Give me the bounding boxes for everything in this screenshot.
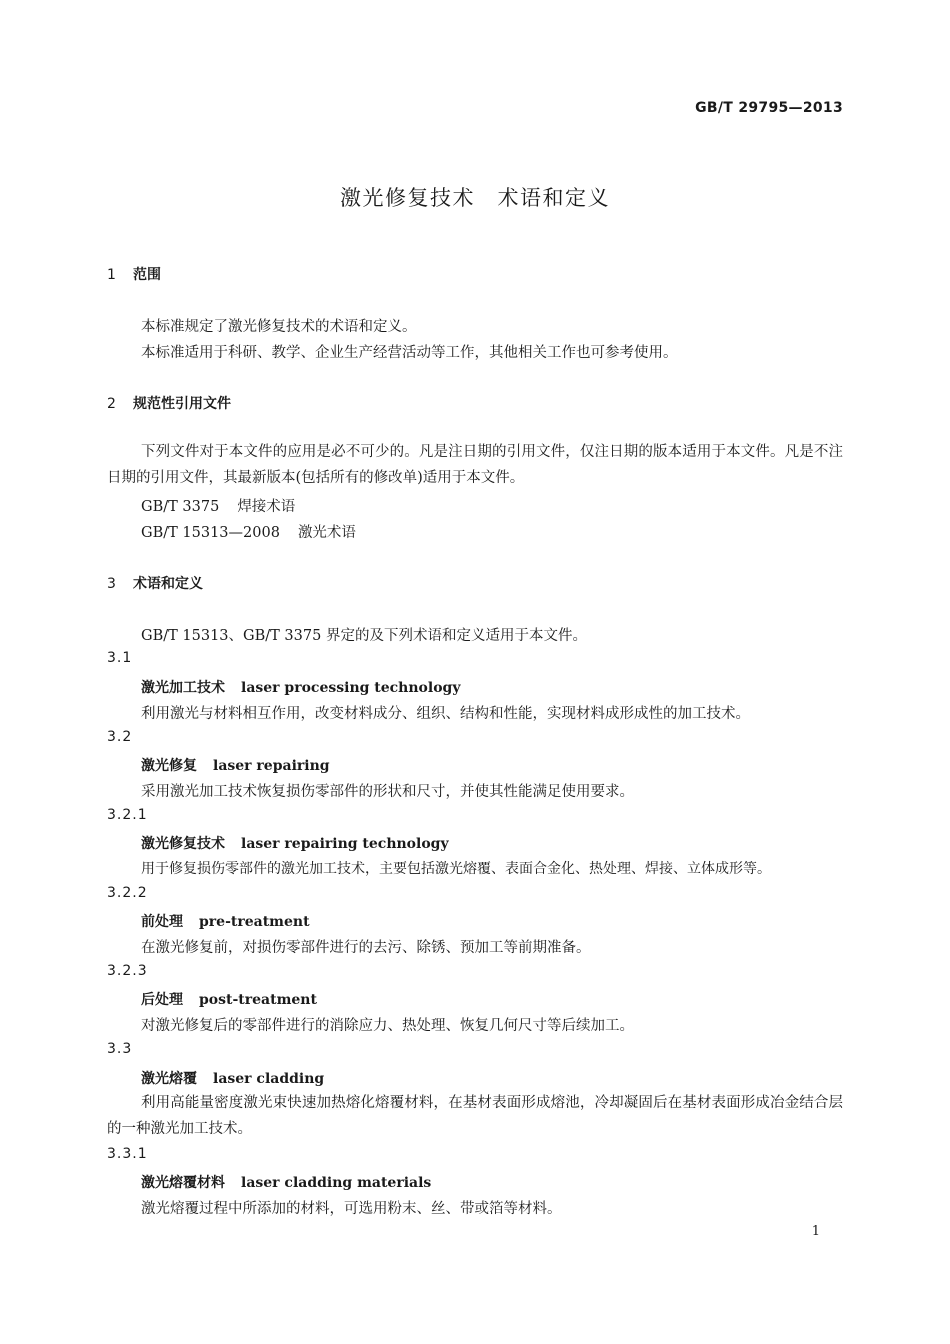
section-title: 术语和定义 xyxy=(133,576,203,592)
section-1-heading xyxy=(107,264,161,284)
term-zh: 后处理 xyxy=(141,992,183,1008)
reference-code: GB/T 3375 xyxy=(141,499,220,515)
term-number: 3.2.1 xyxy=(107,807,148,823)
section-2-heading xyxy=(107,393,231,413)
term-number: 3.2 xyxy=(107,729,133,745)
term-number: 3.3 xyxy=(107,1041,133,1057)
section-number: 1 xyxy=(107,267,116,283)
standard-number: GB/T 29795—2013 xyxy=(695,100,843,116)
term-definition: 在激光修复前，对损伤零部件进行的去污、除锈、预加工等前期准备。 xyxy=(141,940,591,956)
paragraph: 本标准规定了激光修复技术的术语和定义。 xyxy=(141,319,417,335)
term-number: 3.3.1 xyxy=(107,1146,148,1162)
section-title: 范围 xyxy=(133,267,161,283)
term-heading xyxy=(141,989,317,1009)
term-definition: 用于修复损伤零部件的激光加工技术，主要包括激光熔覆、表面合金化、热处理、焊接、立体成形等。 xyxy=(141,861,771,877)
term-definition: 利用高能量密度激光束快速加热熔化熔覆材料，在基材表面形成熔池，冷却凝固后在基材表面形成冶金结合层的一种激光加工技术。 xyxy=(107,1095,843,1137)
term-heading xyxy=(141,1068,324,1088)
term-en: laser cladding xyxy=(213,1071,325,1087)
normative-reference xyxy=(141,495,295,516)
term-en: laser processing technology xyxy=(241,680,461,696)
term-en: pre-treatment xyxy=(199,914,310,930)
page-number: 1 xyxy=(811,1224,820,1239)
reference-code: GB/T 15313—2008 xyxy=(141,525,280,541)
term-en: post-treatment xyxy=(199,992,317,1008)
document-title: 激光修复技术 术语和定义 xyxy=(340,186,610,210)
paragraph: GB/T 15313、GB/T 3375 界定的及下列术语和定义适用于本文件。 xyxy=(141,628,587,644)
section-number: 2 xyxy=(107,396,116,412)
term-number: 3.2.3 xyxy=(107,963,148,979)
term-zh: 激光修复技术 xyxy=(141,836,225,852)
term-heading xyxy=(141,833,449,853)
reference-title: 焊接术语 xyxy=(237,499,296,515)
term-definition: 采用激光加工技术恢复损伤零部件的形状和尺寸，并使其性能满足使用要求。 xyxy=(141,784,634,800)
term-number: 3.2.2 xyxy=(107,885,148,901)
paragraph: 下列文件对于本文件的应用是必不可少的。凡是注日期的引用文件，仅注日期的版本适用于本文件。凡是不注日期的引用文件，其最新版本(包括所有的修改单)适用于本文件。 xyxy=(107,444,843,486)
term-heading xyxy=(141,911,310,931)
paragraph: 本标准适用于科研、教学、企业生产经营活动等工作，其他相关工作也可参考使用。 xyxy=(141,345,678,361)
reference-title: 激光术语 xyxy=(297,525,356,541)
term-heading xyxy=(141,755,330,775)
term-zh: 激光修复 xyxy=(141,758,197,774)
section-3-heading xyxy=(107,573,203,593)
term-definition: 利用激光与材料相互作用，改变材料成分、组织、结构和性能，实现材料成形成性的加工技术。 xyxy=(141,706,750,722)
term-zh: 前处理 xyxy=(141,914,183,930)
normative-reference xyxy=(141,521,356,542)
term-en: laser repairing xyxy=(213,758,330,774)
section-title: 规范性引用文件 xyxy=(133,396,231,412)
term-definition: 对激光修复后的零部件进行的消除应力、热处理、恢复几何尺寸等后续加工。 xyxy=(141,1018,634,1034)
term-en: laser cladding materials xyxy=(241,1175,432,1191)
term-zh: 激光熔覆 xyxy=(141,1071,197,1087)
term-heading xyxy=(141,677,460,697)
term-number: 3.1 xyxy=(107,650,133,666)
section-number: 3 xyxy=(107,576,116,592)
term-zh: 激光加工技术 xyxy=(141,680,225,696)
term-heading xyxy=(141,1172,431,1192)
term-zh: 激光熔覆材料 xyxy=(141,1175,225,1191)
term-definition: 激光熔覆过程中所添加的材料，可选用粉末、丝、带或箔等材料。 xyxy=(141,1201,562,1217)
term-en: laser repairing technology xyxy=(241,836,449,852)
